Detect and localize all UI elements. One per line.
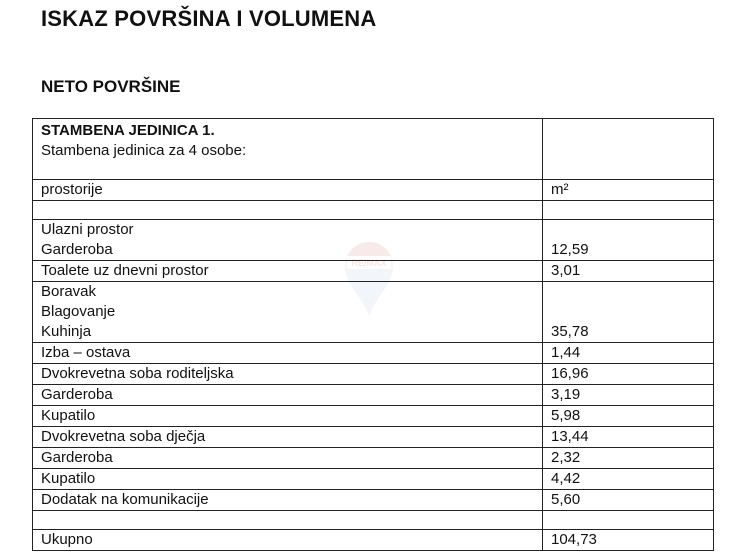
section-title: NETO POVRŠINE (41, 77, 181, 96)
room-name-cell (33, 282, 543, 343)
room-name: Dvokrevetna soba roditeljska (41, 365, 234, 382)
total-label: Ukupno (33, 530, 543, 551)
table-row (33, 343, 714, 364)
room-area-value: 13,44 (543, 427, 714, 448)
table-row (33, 427, 714, 448)
room-name-cell (33, 427, 543, 448)
room-name-cell (33, 490, 543, 511)
room-area-value: 12,59 (543, 220, 714, 261)
watermark-text: RE/MAX (351, 258, 387, 268)
area-column-header: m² (543, 180, 714, 201)
table-row (33, 490, 714, 511)
table-row (33, 448, 714, 469)
room-name: Dvokrevetna soba dječja (41, 428, 206, 445)
room-name: Ulazni prostor (41, 221, 134, 238)
room-name-cell (33, 448, 543, 469)
room-area-value: 35,78 (543, 282, 714, 343)
room-name: Garderoba (41, 241, 113, 258)
area-table (32, 118, 714, 551)
room-area-value: 16,96 (543, 364, 714, 385)
room-name: Boravak (41, 283, 97, 300)
rooms-column-header: prostorije (33, 180, 543, 201)
column-header-row (33, 180, 714, 201)
room-area-value: 4,42 (543, 469, 714, 490)
room-name-cell (33, 220, 543, 261)
room-name: Izba – ostava (41, 344, 131, 361)
room-name: Kupatilo (41, 470, 96, 487)
room-name-cell (33, 469, 543, 490)
room-name: Toalete uz dnevni prostor (41, 262, 209, 279)
unit-header-empty-cell (543, 119, 714, 180)
spacer-row (33, 201, 714, 220)
room-area-value: 3,19 (543, 385, 714, 406)
room-name: Garderoba (41, 449, 113, 466)
room-name: Kupatilo (41, 407, 96, 424)
room-name-cell (33, 364, 543, 385)
room-area-value: 3,01 (543, 261, 714, 282)
document-title: ISKAZ POVRŠINA I VOLUMENA (41, 6, 377, 31)
total-row (33, 530, 714, 551)
room-name-cell (33, 261, 543, 282)
room-name-cell (33, 385, 543, 406)
unit-header-cell (33, 119, 543, 180)
table-row (33, 364, 714, 385)
room-area-value: 1,44 (543, 343, 714, 364)
table-row (33, 261, 714, 282)
room-area-value: 5,60 (543, 490, 714, 511)
room-area-value: 5,98 (543, 406, 714, 427)
unit-name: STAMBENA JEDINICA 1. (41, 122, 215, 139)
table-row (33, 385, 714, 406)
room-name-cell (33, 343, 543, 364)
spacer-row (33, 511, 714, 530)
table-row (33, 220, 714, 261)
room-name-cell (33, 406, 543, 427)
table-row (33, 469, 714, 490)
unit-description: Stambena jedinica za 4 osobe: (41, 142, 247, 159)
room-name: Dodatak na komunikacije (41, 491, 209, 508)
room-name: Blagovanje (41, 303, 116, 320)
table-row (33, 406, 714, 427)
room-area-value: 2,32 (543, 448, 714, 469)
room-name: Kuhinja (41, 323, 92, 340)
room-name: Garderoba (41, 386, 113, 403)
unit-header-row (33, 119, 714, 180)
total-value: 104,73 (543, 530, 714, 551)
table-row (33, 282, 714, 343)
